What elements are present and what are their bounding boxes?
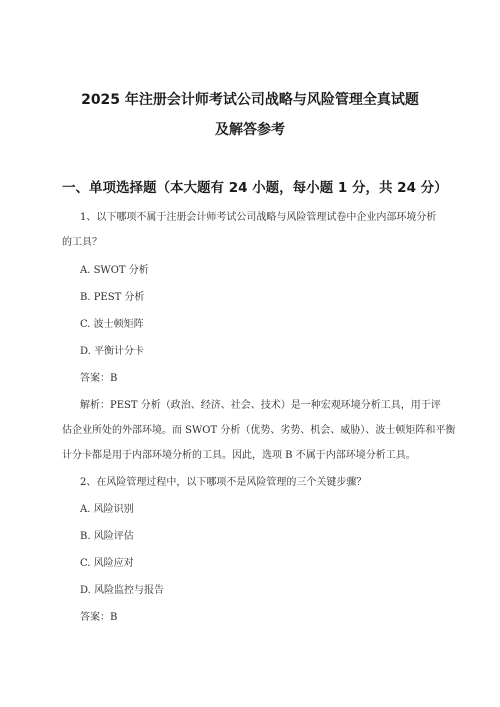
question-1-stem-cont: 的工具？ xyxy=(62,237,102,248)
question-2-option-b: B. 风险评估 xyxy=(80,531,134,542)
question-1-analysis-cont: 估企业所处的外部环境。而 SWOT 分析（优势、劣势、机会、威胁）、波士顿矩阵和平衡 xyxy=(62,425,456,436)
question-1-analysis-cont2: 计分卡都是用于内部环境分析的工具。因此，选项 B 不属于内部环境分析工具。 xyxy=(62,450,416,461)
section-heading: 一、单项选择题（本大题有 24 小题，每小题 1 分，共 24 分） xyxy=(62,180,448,196)
question-1-option-b: B. PEST 分析 xyxy=(80,292,145,303)
question-2-option-d: D. 风险监控与报告 xyxy=(80,585,165,596)
question-1-analysis: 解析：PEST 分析（政治、经济、社会、技术）是一种宏观环境分析工具，用于评 xyxy=(80,400,441,411)
question-2-answer: 答案：B xyxy=(80,612,118,623)
question-1-answer: 答案：B xyxy=(80,373,118,384)
question-1-option-d: D. 平衡计分卡 xyxy=(80,346,145,357)
document-title: 2025 年注册会计师考试公司战略与风险管理全真试题 xyxy=(81,92,419,108)
question-2-option-a: A. 风险识别 xyxy=(80,504,134,515)
question-1-option-a: A. SWOT 分析 xyxy=(80,265,149,276)
question-2-option-c: C. 风险应对 xyxy=(80,558,134,569)
question-1-stem: 1、以下哪项不属于注册会计师考试公司战略与风险管理试卷中企业内部环境分析 xyxy=(80,212,437,223)
question-1-option-c: C. 波士顿矩阵 xyxy=(80,319,144,330)
question-2-stem: 2、在风险管理过程中，以下哪项不是风险管理的三个关键步骤？ xyxy=(80,477,367,488)
document-title-line2: 及解答参考 xyxy=(215,122,285,138)
